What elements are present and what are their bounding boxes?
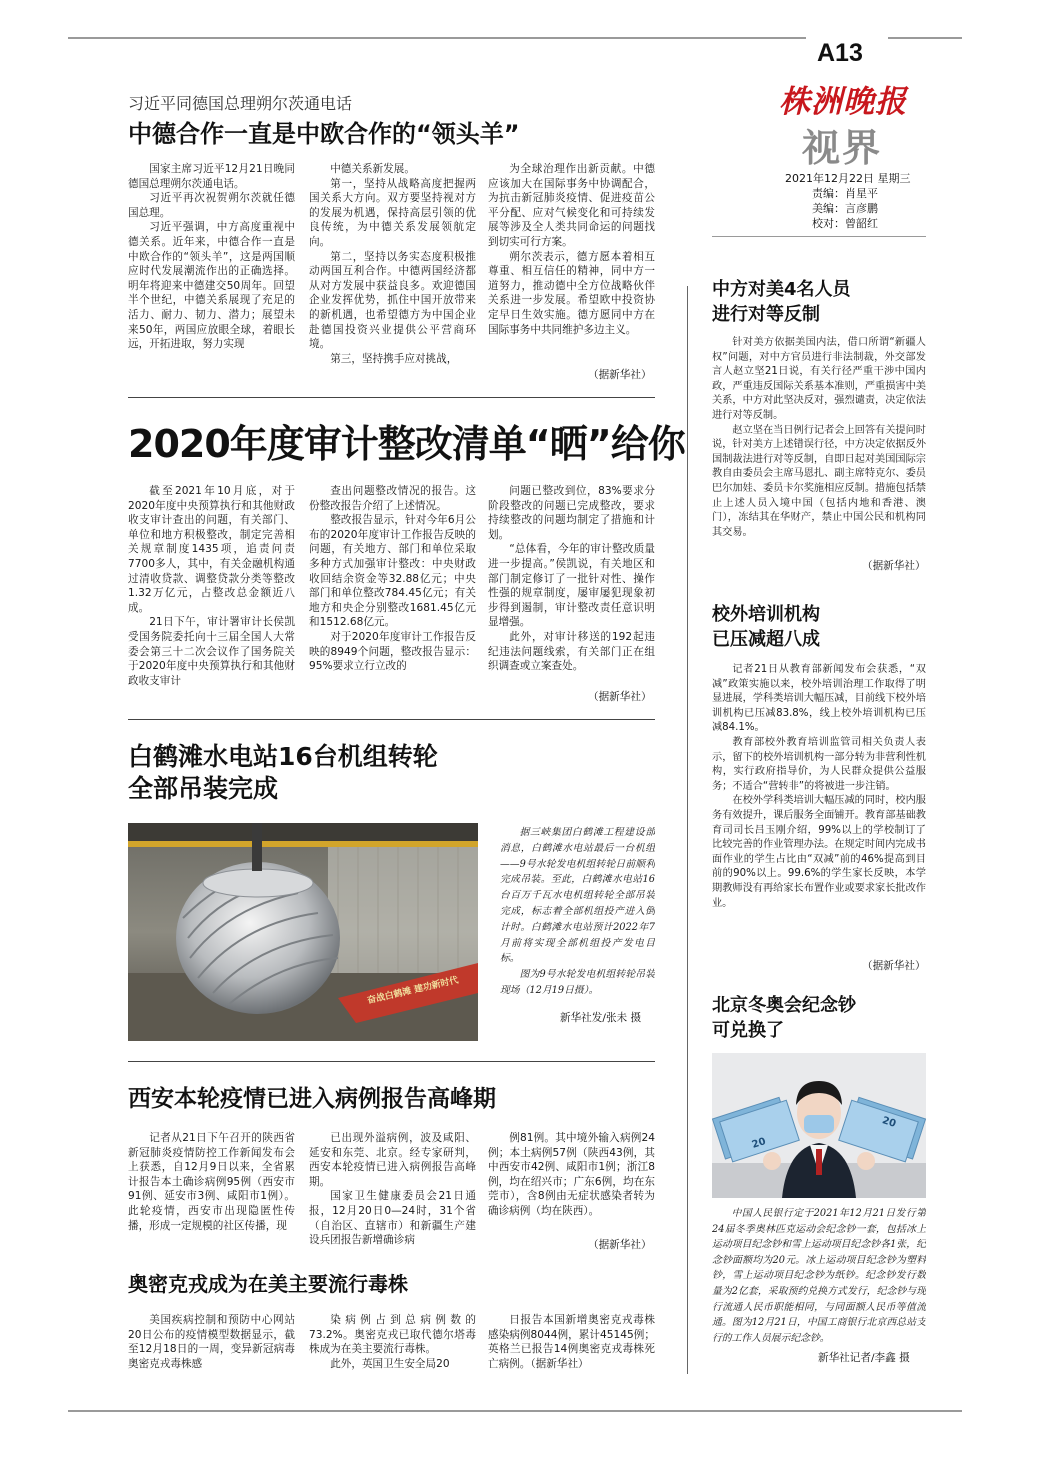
paragraph: 中国人民银行定于2021年12月21日发行第24届冬季奥林匹克运动会纪念钞一套，包括冰上运动项目纪念钞和雪上运动项目纪念钞各1张，纪念钞面额均为20元。冰上运动项目纪念钞为塑料钞，雪上运动项目纪念钞为纸钞。纪念钞发行数量为2亿套，采取预约兑换方式发行，纪念钞与现行流通人民币职能相同，与同面额人民币等值流通。图为12月21日，中国工商银行北京西总站支行的工作人员展示纪念钞。 bbox=[712, 1208, 926, 1344]
section-title: 视界 bbox=[802, 125, 883, 170]
page-number: A13 bbox=[817, 39, 863, 67]
photo-banner: 奋战白鹤滩 建功新时代 bbox=[366, 975, 460, 1007]
top-rule bbox=[68, 37, 806, 39]
article-kicker: 习近平同德国总理朔尔茨通电话 bbox=[128, 94, 353, 113]
paragraph: 记者21日从教育部新闻发布会获悉，“双减”政策实施以来，校外培训治理工作取得了明显进展，学科类培训大幅压减，目前线下校外培训机构已压减83.8%，线上校外培训机构已压减84.1%。 bbox=[712, 664, 926, 734]
article-title: 校外培训机构 bbox=[712, 604, 820, 625]
paragraph: 在校外学科类培训大幅压减的同时，校内服务有效提升，课后服务全面铺开。教育部基础教育司司长吕玉刚介绍，99%以上的学校制订了比较完善的作业管理办法。在规定时间内完成书面作业的学生占比由“双减”前的46%提高到目前的90%以上。99.6%的学生家长反映，本学期教师没有再给家长布置作业或要求家长批改作业。 bbox=[712, 795, 926, 909]
source-credit: （据新华社） bbox=[862, 560, 926, 572]
paragraph: 整改报告显示，针对今年6月公布的2020年度审计工作报告反映的问题，有关地方、部门和单位采取多种方式加强审计整改：中央财政收回结余资金等32.88亿元；中央部门和单位整改784.45亿元；有关地方和央企分别整改1681.45亿元和1512.68亿元。 bbox=[309, 514, 476, 629]
article-column bbox=[712, 336, 926, 556]
paragraph: 据三峡集团白鹤滩工程建设部消息，白鹤滩水电站最后一台机组——9号水轮发电机组转轮日前顺利完成吊装。至此，白鹤滩水电站16台百万千瓦水电机组转轮全部吊装完成，标志着全部机组投产进入倒计时。白鹤滩水电站预计2022年7月前将实现全部机组投产发电目标。 bbox=[500, 827, 655, 965]
banknote-value-right: 20 bbox=[880, 1115, 898, 1130]
section-rule bbox=[128, 719, 655, 720]
article-title: 奥密克戎成为在美主要流行毒株 bbox=[128, 1272, 408, 1296]
article-title-line2: 全部吊装完成 bbox=[128, 774, 279, 803]
paragraph: 日报告本国新增奥密克戎毒株感染病例8044例，累计45145例；英格兰已报告14例奥密克戎毒株死亡病例。（据新华社） bbox=[488, 1314, 655, 1370]
hydro-photo bbox=[128, 823, 478, 1041]
paragraph: 第二，坚持以务实态度积极推动两国互利合作。中德两国经济都从对方发展中获益良多。欢迎德国企业发挥优势，抓住中国开放带来的新机遇，也希望德方为中国企业赴德国投资兴业提供公平营商环境。 bbox=[309, 250, 476, 351]
proofreader: 校对：曾韶红 bbox=[812, 217, 878, 230]
paragraph: 习近平强调，中方高度重视中德关系。近年来，中德合作一直是中欧合作的“领头羊”，这是两国顺应时代发展潮流作出的正确选择。明年将迎来中德建交50周年。回望半个世纪，中德关系展现了充足的活力、耐力、韧力、潜力；展望未来50年，两国应放眼全球，着眼长远，开拓进取，努力实现 bbox=[128, 221, 295, 351]
article-column bbox=[712, 663, 926, 961]
article-column bbox=[488, 1313, 655, 1375]
section-rule bbox=[128, 1061, 655, 1062]
article-title: 中方对美4名人员 bbox=[712, 279, 851, 300]
article-title: 中德合作一直是中欧合作的“领头羊” bbox=[128, 120, 520, 148]
article-title: 2020年度审计整改清单“晒”给你 bbox=[128, 422, 685, 466]
top-rule-right bbox=[888, 37, 962, 39]
paragraph: 赵立坚在当日例行记者会上回答有关提问时说，针对美方上述错误行径，中方决定依据反外国制裁法进行对等反制，自即日起对美国国际宗教自由委员会主席马恩扎、副主席特克尔、委员巴尔加娃、委员卡尔奖施相应反制。措施包括禁止上述人员入境中国（包括内地和香港、澳门），冻结其在华财产，禁止中国公民和机构同其交易。 bbox=[712, 424, 926, 538]
paragraph: 对于2020年度审计工作报告反映的8949个问题，整改报告显示：95%要求立行立改的 bbox=[309, 630, 476, 673]
paragraph: 国家卫生健康委员会21日通报，12月20日0—24时，31个省（自治区、直辖市）和新疆生产建设兵团报告新增确诊病 bbox=[309, 1190, 476, 1247]
issue-date: 2021年12月22日 星期三 bbox=[785, 172, 911, 185]
column-divider bbox=[687, 286, 688, 1374]
turbine-illustration bbox=[128, 823, 478, 1041]
photo-credit: 新华社发/张未 摄 bbox=[560, 1012, 642, 1024]
section-rule bbox=[128, 397, 655, 398]
source-credit: （据新华社） bbox=[588, 1239, 652, 1251]
article-column bbox=[128, 162, 295, 384]
paragraph: 染病例占到总病例数的73.2%。奥密克戎已取代德尔塔毒株成为在美主要流行毒株。 bbox=[309, 1314, 476, 1356]
paragraph: 习近平再次祝贺朔尔茨就任德国总理。 bbox=[128, 192, 295, 219]
article-column bbox=[309, 1131, 476, 1249]
paragraph: 已出现外溢病例，波及咸阳、延安和东莞、北京。经专家研判，西安本轮疫情已进入病例报告高峰期。 bbox=[309, 1132, 476, 1188]
source-credit: （据新华社） bbox=[588, 691, 652, 703]
photo-caption-text bbox=[500, 825, 655, 995]
photo-credit: 新华社记者/李鑫 摄 bbox=[818, 1352, 910, 1364]
article-column bbox=[309, 1313, 476, 1375]
paragraph: 第三，坚持携手应对挑战， bbox=[330, 352, 458, 365]
masthead-logo: 株洲晚报 bbox=[779, 84, 907, 120]
paragraph: 美国疾病控制和预防中心网站20日公布的疫情模型数据显示，截至12月18日的一周，变异新冠病毒奥密克戎毒株感 bbox=[128, 1314, 295, 1370]
paragraph: 此外，对审计移送的192起违纪违法问题线索，有关部门正在组织调查或立案查处。 bbox=[488, 630, 655, 673]
paragraph: 中德关系新发展。 bbox=[330, 163, 415, 175]
paragraph: 朔尔茨表示，德方愿本着相互尊重、相互信任的精神，同中方一道努力，推动德中全方位战略伙伴关系进一步发展。希望欧中投资协定早日生效实施。德方愿同中方在国际事务中共同维护多边主义。 bbox=[488, 250, 655, 336]
paragraph: 图为9号水轮发电机组转轮吊装现场（12月19日摄）。 bbox=[500, 969, 655, 995]
paragraph: 查出问题整改情况的报告。这份整改报告介绍了上述情况。 bbox=[309, 485, 476, 512]
paragraph: 第一，坚持从战略高度把握两国关系大方向。双方要坚持视对方的发展为机遇，保持高层引领的优良传统，为中德关系发展领航定向。 bbox=[309, 177, 476, 248]
article-column bbox=[309, 484, 476, 706]
article-column bbox=[309, 162, 476, 384]
designer: 美编：言彦鹏 bbox=[812, 202, 878, 215]
banknote-photo bbox=[712, 1053, 926, 1198]
photo-caption-text bbox=[712, 1206, 926, 1351]
paragraph: 为全球治理作出新贡献。中德应该加大在国际事务中协调配合，为抗击新冠肺炎疫情、促进疫苗公平分配、应对气候变化和可持续发展等涉及全人类共同命运的问题找到切实可行方案。 bbox=[488, 163, 655, 248]
paragraph: 记者从21日下午召开的陕西省新冠肺炎疫情防控工作新闻发布会上获悉，自12月9日以来，全省累计报告本土确诊病例95例（西安市91例、延安市3例、咸阳市1例）。此轮疫情，西安市出现隐匿性传播，形成一定规模的社区传播，现 bbox=[128, 1132, 295, 1232]
article-title-line2: 进行对等反制 bbox=[712, 304, 820, 325]
article-column bbox=[128, 484, 295, 706]
article-title: 西安本轮疫情已进入病例报告高峰期 bbox=[128, 1086, 496, 1112]
bottom-rule bbox=[68, 1410, 962, 1412]
paragraph: 针对美方依据美国内法，借口所谓“新疆人权”问题，对中方官员进行非法制裁，外交部发言人赵立坚21日说，有关行径严重干涉中国内政，严重违反国际关系基本准则，严重损害中美关系，中方对此坚决反对，强烈谴责，决定依法进行对等反制。 bbox=[712, 337, 926, 421]
editor: 责编：肖星平 bbox=[812, 187, 878, 200]
article-title: 北京冬奥会纪念钞 bbox=[712, 995, 856, 1016]
paragraph: 国家主席习近平12月21日晚同德国总理朔尔茨通电话。 bbox=[128, 163, 295, 190]
article-column bbox=[488, 1131, 655, 1235]
banknote-value-left: 20 bbox=[750, 1136, 768, 1151]
paragraph: 问题已整改到位，83%要求分阶段整改的问题已完成整改，要求持续整改的问题均制定了措施和计划。 bbox=[488, 485, 655, 541]
header-rule bbox=[712, 236, 926, 237]
article-column bbox=[128, 1131, 295, 1249]
article-title-line2: 可兑换了 bbox=[712, 1020, 784, 1041]
article-column bbox=[128, 1313, 295, 1375]
paragraph: 此外，英国卫生安全局20 bbox=[330, 1357, 450, 1370]
article-column bbox=[488, 162, 655, 368]
source-credit: （据新华社） bbox=[588, 369, 652, 381]
article-title: 白鹤滩水电站16台机组转轮 bbox=[128, 742, 438, 771]
source-credit: （据新华社） bbox=[862, 960, 926, 972]
paragraph: 21日下午，审计署审计长侯凯受国务院委托向十三届全国人大常委会第三十二次会议作了国务院关于2020年度中央预算执行和其他财政收支审计 bbox=[128, 616, 295, 687]
paragraph: 教育部校外教育培训监管司相关负责人表示，留下的校外培训机构一部分转为非营利性机构，实行政府指导价，为人民群众提供公益服务；不适合“营转非”的将被进一步注销。 bbox=[712, 736, 926, 792]
article-title-line2: 已压减超八成 bbox=[712, 629, 820, 650]
paragraph: “总体看，今年的审计整改质量进一步提高。”侯凯说，有关地区和部门制定修订了一批针对性、操作性强的规章制度，屡审屡犯现象初步得到遏制，审计整改责任意识明显增强。 bbox=[488, 543, 655, 629]
article-column bbox=[488, 484, 655, 690]
paragraph: 截至2021年10月底，对于2020年度中央预算执行和其他财政收支审计查出的问题，有关部门、单位和地方积极整改，制定完善相关规章制度1435项，追责问责7700多人，其中，有关金融机构通过清收贷款、调整贷款分类等整改1.32万亿元，占整改总金额近八成。 bbox=[128, 485, 295, 614]
paragraph: 例81例。其中境外输入病例24例；本土病例57例（陕西43例，其中西安市42例、咸阳市1例；浙江8例，均在绍兴市；广东6例，均在东莞市），含8例由无症状感染者转为确诊病例（均在陕西）。 bbox=[488, 1132, 655, 1217]
